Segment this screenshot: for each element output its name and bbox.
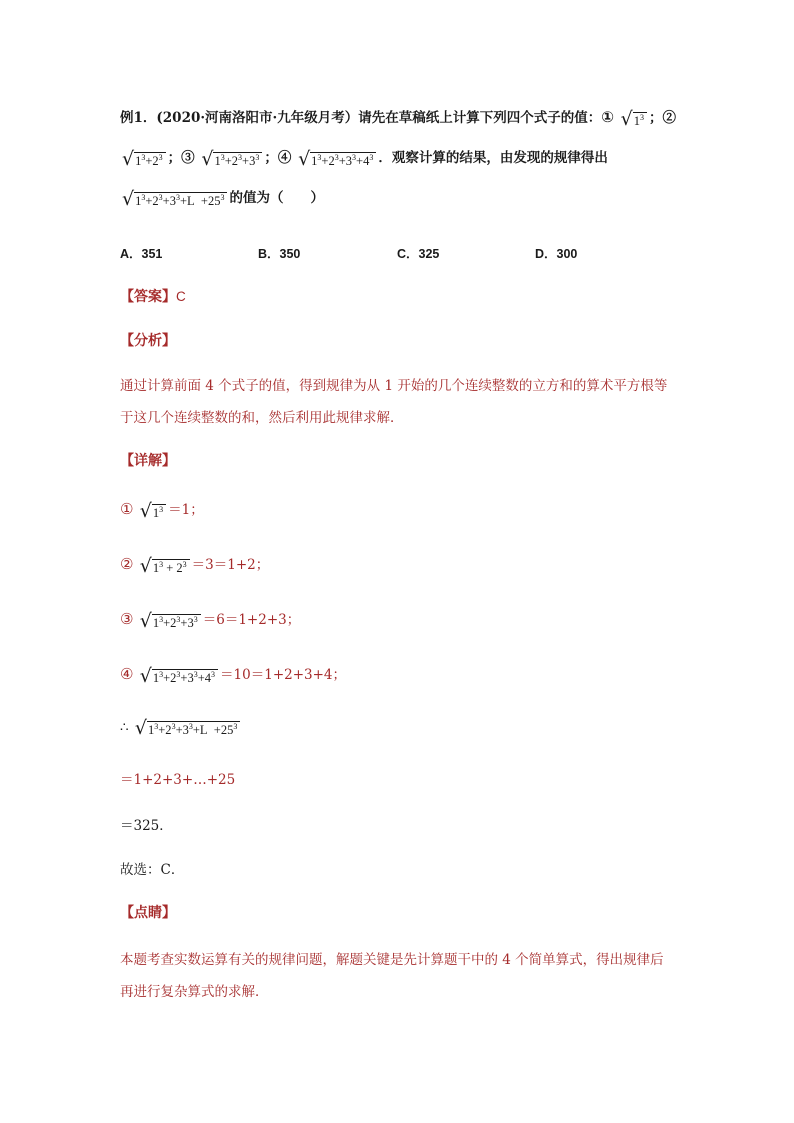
radical-sum-25: √ $1^3+2^3+3^3+L +25^3$ <box>122 189 227 209</box>
comment-line-1: 本题考查实数运算有关的规律问题，解题关键是先计算题干中的 4 个简单算式，得出规律后 <box>120 952 664 968</box>
detail-step-1 <box>120 498 204 521</box>
option-b: B．350 <box>258 247 301 261</box>
analysis-tag-line <box>120 330 176 350</box>
option-a: A．351 <box>120 247 163 261</box>
analysis-tag: 【分析】 <box>120 333 176 349</box>
radical-3: √ $1^3+2^3+3^3$ <box>201 149 262 169</box>
question-suffix-2: ．观察计算的结果，由发现的规律得出 <box>378 150 608 166</box>
step-3-result: ＝6＝1+2+3； <box>202 612 301 628</box>
step-1-result: ＝1； <box>168 502 204 518</box>
step-4-number: ④ <box>120 665 134 683</box>
step-1-radical: √ $1^3$ <box>140 501 166 521</box>
circled-number-1: ① <box>601 108 614 126</box>
radical-1: √ $1^3$ <box>621 109 647 129</box>
detail-tag: 【详解】 <box>120 453 176 469</box>
detail-choose: 故选：C． <box>120 862 185 878</box>
detail-tag-line <box>120 450 176 470</box>
question-suffix-3: 的值为（ ） <box>229 190 324 206</box>
answer-tag: 【答案】 <box>120 289 176 305</box>
question-separator-3: ；④ <box>264 150 292 166</box>
therefore-radical: √ $1^3+2^3+3^3+L +25^3$ <box>135 718 240 738</box>
analysis-line-1: 通过计算前面 4 个式子的值，得到规律为从 1 开始的几个连续整数的立方和的算术平方根等 <box>120 378 668 394</box>
detail-therefore-line <box>120 718 242 738</box>
question-prefix: 例1．(2020·河南洛阳市·九年级月考）请先在草稿纸上计算下列四个式子的值： <box>120 110 602 126</box>
step-4-radical: √ $1^3+2^3+3^3+4^3$ <box>140 666 218 686</box>
step-4-result: ＝10＝1+2+3+4； <box>220 667 347 683</box>
question-line-2 <box>120 146 608 169</box>
question-line-3 <box>120 186 324 209</box>
step-2-radical: √ $1^3 + 2^3$ <box>140 556 190 576</box>
option-c: C．325 <box>397 247 440 261</box>
question-separator-2: ；③ <box>167 150 195 166</box>
therefore-symbol: ∴ <box>120 719 129 736</box>
detail-step-4 <box>120 663 346 686</box>
step-2-number: ② <box>120 555 134 573</box>
radical-2: √ $1^3+2^3$ <box>122 149 166 169</box>
step-3-radical: √ $1^3+2^3+3^3$ <box>140 611 201 631</box>
comment-line-2: 再进行复杂算式的求解． <box>120 984 269 1000</box>
detail-eq-2: ＝325． <box>120 818 173 834</box>
step-3-number: ③ <box>120 610 134 628</box>
option-d: D．300 <box>535 247 578 261</box>
comment-tag-line <box>120 902 176 922</box>
detail-eq-1: ＝1+2+3+…+25 <box>120 772 236 788</box>
detail-step-3 <box>120 608 300 631</box>
step-1-number: ① <box>120 500 134 518</box>
answer-value: C <box>176 289 186 304</box>
comment-tag: 【点睛】 <box>120 905 176 921</box>
radical-4: √ $1^3+2^3+3^3+4^3$ <box>298 149 376 169</box>
detail-step-2 <box>120 553 269 576</box>
step-2-result: ＝3＝1+2； <box>191 557 270 573</box>
answer-line <box>120 286 186 306</box>
analysis-line-2: 于这几个连续整数的和，然后利用此规律求解． <box>120 410 404 426</box>
question-line-1 <box>120 106 676 129</box>
question-separator-1: ；② <box>649 110 677 126</box>
